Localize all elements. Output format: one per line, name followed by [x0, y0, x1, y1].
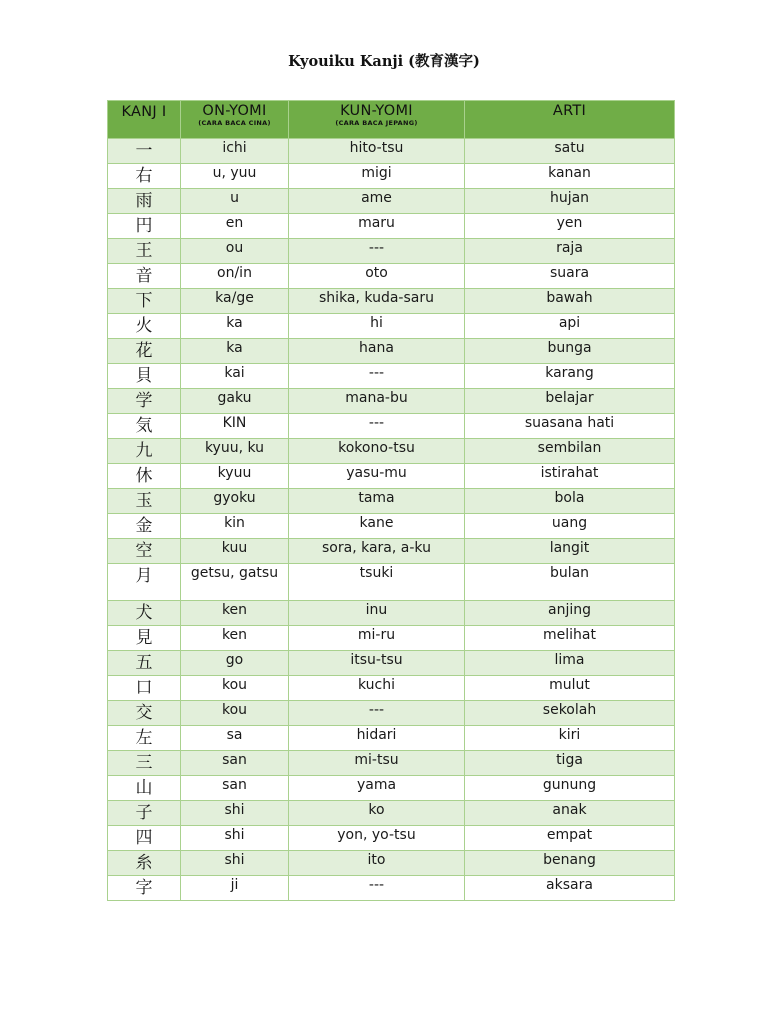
onyomi-cell: kin	[181, 514, 289, 539]
kanji-cell: 音	[108, 264, 181, 289]
kanji-cell: 雨	[108, 189, 181, 214]
arti-cell: bola	[465, 489, 675, 514]
kunyomi-cell: inu	[289, 601, 465, 626]
table-row	[108, 539, 675, 564]
kanji-cell: 下	[108, 289, 181, 314]
arti-cell: uang	[465, 514, 675, 539]
onyomi-cell: kou	[181, 701, 289, 726]
onyomi-cell: kai	[181, 364, 289, 389]
table-row	[108, 651, 675, 676]
arti-cell: api	[465, 314, 675, 339]
kunyomi-cell: yasu-mu	[289, 464, 465, 489]
table-row	[108, 826, 675, 851]
kunyomi-cell: sora, kara, a-ku	[289, 539, 465, 564]
onyomi-cell: KIN	[181, 414, 289, 439]
onyomi-cell: kuu	[181, 539, 289, 564]
arti-cell: anak	[465, 801, 675, 826]
kunyomi-cell: kuchi	[289, 676, 465, 701]
onyomi-cell: kou	[181, 676, 289, 701]
arti-cell: sembilan	[465, 439, 675, 464]
document-title: Kyouiku Kanji (教育漢字)	[288, 53, 480, 70]
kanji-cell: 山	[108, 776, 181, 801]
kunyomi-cell: kokono-tsu	[289, 439, 465, 464]
table-row	[108, 626, 675, 651]
kunyomi-cell: maru	[289, 214, 465, 239]
kanji-cell: 貝	[108, 364, 181, 389]
onyomi-cell: gaku	[181, 389, 289, 414]
arti-cell: hujan	[465, 189, 675, 214]
kanji-cell: 花	[108, 339, 181, 364]
header-onyomi	[181, 101, 289, 139]
arti-cell: raja	[465, 239, 675, 264]
arti-cell: empat	[465, 826, 675, 851]
onyomi-cell: en	[181, 214, 289, 239]
kunyomi-cell: oto	[289, 264, 465, 289]
table-row	[108, 414, 675, 439]
kanji-cell: 子	[108, 801, 181, 826]
kunyomi-cell: yama	[289, 776, 465, 801]
onyomi-cell: ka	[181, 339, 289, 364]
kanji-cell: 円	[108, 214, 181, 239]
arti-cell: yen	[465, 214, 675, 239]
arti-cell: tiga	[465, 751, 675, 776]
kanji-cell: 玉	[108, 489, 181, 514]
arti-cell: gunung	[465, 776, 675, 801]
kanji-cell: 口	[108, 676, 181, 701]
kunyomi-cell: ---	[289, 364, 465, 389]
arti-cell: karang	[465, 364, 675, 389]
header-kunyomi-label: KUN-YOMI	[340, 103, 413, 119]
onyomi-cell: ka	[181, 314, 289, 339]
kanji-cell: 交	[108, 701, 181, 726]
table-row	[108, 464, 675, 489]
onyomi-cell: on/in	[181, 264, 289, 289]
kanji-cell: 左	[108, 726, 181, 751]
onyomi-cell: kyuu	[181, 464, 289, 489]
onyomi-cell: ji	[181, 876, 289, 901]
onyomi-cell: ou	[181, 239, 289, 264]
table-row	[108, 876, 675, 901]
kanji-cell: 一	[108, 139, 181, 164]
kunyomi-cell: itsu-tsu	[289, 651, 465, 676]
header-kanji	[108, 101, 181, 139]
arti-cell: lima	[465, 651, 675, 676]
table-row	[108, 776, 675, 801]
arti-cell: suara	[465, 264, 675, 289]
arti-cell: bawah	[465, 289, 675, 314]
kunyomi-cell: ko	[289, 801, 465, 826]
kunyomi-cell: ito	[289, 851, 465, 876]
kunyomi-cell: hana	[289, 339, 465, 364]
onyomi-cell: ken	[181, 601, 289, 626]
kunyomi-cell: ---	[289, 239, 465, 264]
header-kunyomi-sublabel: (CARA BACA JEPANG)	[335, 119, 418, 127]
kunyomi-cell: ---	[289, 701, 465, 726]
kanji-cell: 五	[108, 651, 181, 676]
arti-cell: mulut	[465, 676, 675, 701]
table-row	[108, 264, 675, 289]
table-row	[108, 701, 675, 726]
table-row	[108, 289, 675, 314]
onyomi-cell: kyuu, ku	[181, 439, 289, 464]
onyomi-cell: ka/ge	[181, 289, 289, 314]
onyomi-cell: getsu, gatsu	[181, 564, 289, 601]
header-arti	[465, 101, 675, 139]
kanji-cell: 字	[108, 876, 181, 901]
kunyomi-cell: tsuki	[289, 564, 465, 601]
header-onyomi-label: ON-YOMI	[202, 103, 267, 119]
kunyomi-cell: mana-bu	[289, 389, 465, 414]
kanji-cell: 四	[108, 826, 181, 851]
arti-cell: benang	[465, 851, 675, 876]
arti-cell: kanan	[465, 164, 675, 189]
onyomi-cell: ken	[181, 626, 289, 651]
kunyomi-cell: kane	[289, 514, 465, 539]
table-row	[108, 389, 675, 414]
table-row	[108, 489, 675, 514]
kanji-cell: 火	[108, 314, 181, 339]
onyomi-cell: shi	[181, 851, 289, 876]
table-row	[108, 164, 675, 189]
onyomi-cell: gyoku	[181, 489, 289, 514]
header-kanji-label: KANJ I	[121, 104, 167, 120]
header-kunyomi	[289, 101, 465, 139]
onyomi-cell: sa	[181, 726, 289, 751]
table-row	[108, 564, 675, 601]
table-row	[108, 314, 675, 339]
arti-cell: aksara	[465, 876, 675, 901]
kunyomi-cell: tama	[289, 489, 465, 514]
kanji-cell: 金	[108, 514, 181, 539]
kanji-cell: 空	[108, 539, 181, 564]
kunyomi-cell: hi	[289, 314, 465, 339]
arti-cell: sekolah	[465, 701, 675, 726]
kanji-cell: 犬	[108, 601, 181, 626]
onyomi-cell: ichi	[181, 139, 289, 164]
table-row	[108, 726, 675, 751]
kanji-cell: 見	[108, 626, 181, 651]
header-onyomi-sublabel: (CARA BACA CINA)	[198, 119, 271, 127]
table-row	[108, 801, 675, 826]
onyomi-cell: go	[181, 651, 289, 676]
kanji-cell: 三	[108, 751, 181, 776]
kanji-cell: 糸	[108, 851, 181, 876]
arti-cell: anjing	[465, 601, 675, 626]
onyomi-cell: shi	[181, 826, 289, 851]
kunyomi-cell: hito-tsu	[289, 139, 465, 164]
kunyomi-cell: mi-tsu	[289, 751, 465, 776]
kunyomi-cell: hidari	[289, 726, 465, 751]
kunyomi-cell: ---	[289, 414, 465, 439]
kanji-cell: 九	[108, 439, 181, 464]
kunyomi-cell: ame	[289, 189, 465, 214]
onyomi-cell: u, yuu	[181, 164, 289, 189]
table-row	[108, 339, 675, 364]
arti-cell: satu	[465, 139, 675, 164]
table-row	[108, 514, 675, 539]
table-row	[108, 601, 675, 626]
kunyomi-cell: shika, kuda-saru	[289, 289, 465, 314]
table-row	[108, 851, 675, 876]
onyomi-cell: u	[181, 189, 289, 214]
kanji-cell: 右	[108, 164, 181, 189]
arti-cell: langit	[465, 539, 675, 564]
arti-cell: belajar	[465, 389, 675, 414]
kanji-cell: 王	[108, 239, 181, 264]
table-row	[108, 189, 675, 214]
table-row	[108, 751, 675, 776]
table-row	[108, 364, 675, 389]
arti-cell: melihat	[465, 626, 675, 651]
arti-cell: bulan	[465, 564, 675, 601]
kanji-cell: 気	[108, 414, 181, 439]
kanji-cell: 学	[108, 389, 181, 414]
table-row	[108, 439, 675, 464]
onyomi-cell: san	[181, 776, 289, 801]
arti-cell: istirahat	[465, 464, 675, 489]
kunyomi-cell: yon, yo-tsu	[289, 826, 465, 851]
arti-cell: bunga	[465, 339, 675, 364]
table-header-row	[108, 101, 675, 139]
onyomi-cell: san	[181, 751, 289, 776]
table-row	[108, 676, 675, 701]
kunyomi-cell: migi	[289, 164, 465, 189]
kanji-table	[107, 100, 675, 901]
kunyomi-cell: mi-ru	[289, 626, 465, 651]
table-row	[108, 139, 675, 164]
kunyomi-cell: ---	[289, 876, 465, 901]
arti-cell: suasana hati	[465, 414, 675, 439]
table-row	[108, 214, 675, 239]
header-arti-label: ARTI	[552, 103, 587, 119]
arti-cell: kiri	[465, 726, 675, 751]
kanji-cell: 休	[108, 464, 181, 489]
table-row	[108, 239, 675, 264]
onyomi-cell: shi	[181, 801, 289, 826]
kanji-cell: 月	[108, 564, 181, 601]
